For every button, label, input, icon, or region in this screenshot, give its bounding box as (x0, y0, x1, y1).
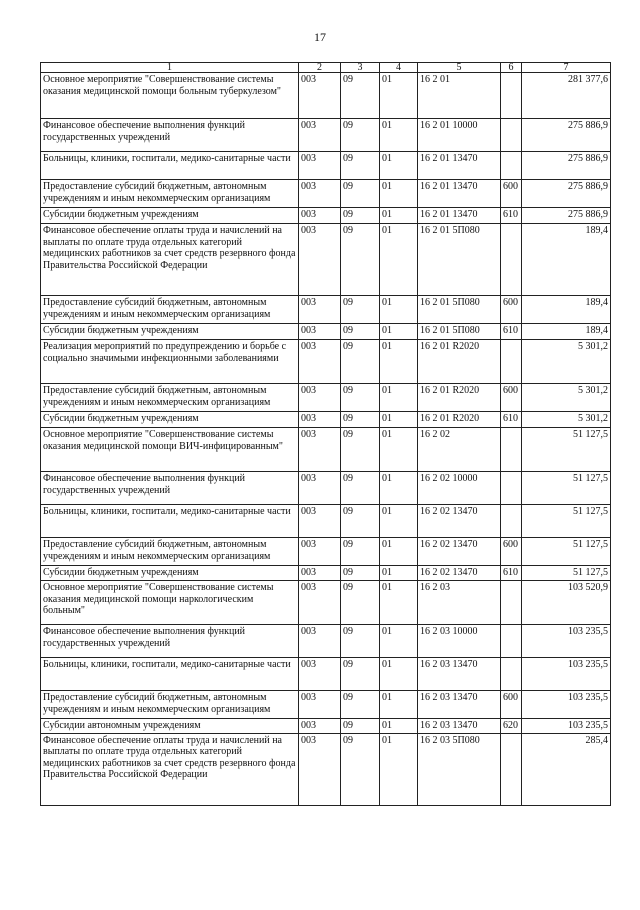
table-row (41, 412, 611, 428)
row-amount: 103 235,5 (522, 691, 611, 719)
row-ministry-code: 003 (299, 384, 341, 412)
table-row (41, 505, 611, 538)
row-ministry-code: 003 (299, 340, 341, 384)
header-col-6: 6 (501, 63, 522, 73)
row-expense-type (501, 505, 522, 538)
row-subsection-code: 01 (380, 472, 418, 505)
row-target-article: 16 2 03 13470 (418, 691, 501, 719)
row-amount: 5 301,2 (522, 412, 611, 428)
row-amount: 51 127,5 (522, 472, 611, 505)
table-row (41, 733, 611, 805)
table-row (41, 340, 611, 384)
row-expense-type (501, 658, 522, 691)
row-section-code: 09 (341, 505, 380, 538)
row-amount: 51 127,5 (522, 505, 611, 538)
row-expense-type (501, 733, 522, 805)
table-row (41, 324, 611, 340)
row-target-article: 16 2 01 13470 (418, 208, 501, 224)
row-section-code: 09 (341, 691, 380, 719)
row-expense-type (501, 119, 522, 152)
row-ministry-code: 003 (299, 224, 341, 296)
row-name-cell: Предоставление субсидий бюджетным, автономным учреждениям и иным некоммерческим организациям (41, 180, 299, 208)
table-row (41, 581, 611, 625)
row-target-article: 16 2 01 13470 (418, 180, 501, 208)
row-subsection-code: 01 (380, 733, 418, 805)
table-row (41, 119, 611, 152)
row-section-code: 09 (341, 340, 380, 384)
header-col-5: 5 (418, 63, 501, 73)
table-row (41, 691, 611, 719)
row-target-article: 16 2 02 13470 (418, 538, 501, 566)
row-ministry-code: 003 (299, 152, 341, 180)
table-row (41, 625, 611, 658)
header-col-4: 4 (380, 63, 418, 73)
row-subsection-code: 01 (380, 224, 418, 296)
row-target-article: 16 2 01 5П080 (418, 224, 501, 296)
row-subsection-code: 01 (380, 384, 418, 412)
row-target-article: 16 2 03 5П080 (418, 733, 501, 805)
row-amount: 285,4 (522, 733, 611, 805)
row-section-code: 09 (341, 719, 380, 734)
row-subsection-code: 01 (380, 566, 418, 581)
row-target-article: 16 2 02 13470 (418, 566, 501, 581)
row-ministry-code: 003 (299, 472, 341, 505)
row-name-cell: Субсидии автономным учреждениям (41, 719, 299, 734)
row-expense-type: 610 (501, 324, 522, 340)
row-subsection-code: 01 (380, 428, 418, 472)
row-target-article: 16 2 01 5П080 (418, 324, 501, 340)
row-ministry-code: 003 (299, 691, 341, 719)
budget-table (40, 62, 611, 806)
row-section-code: 09 (341, 412, 380, 428)
row-ministry-code: 003 (299, 719, 341, 734)
table-row (41, 73, 611, 119)
header-col-3: 3 (341, 63, 380, 73)
table-row (41, 566, 611, 581)
row-subsection-code: 01 (380, 538, 418, 566)
table-row (41, 296, 611, 324)
row-amount: 5 301,2 (522, 384, 611, 412)
row-subsection-code: 01 (380, 505, 418, 538)
row-expense-type: 610 (501, 208, 522, 224)
row-target-article: 16 2 02 10000 (418, 472, 501, 505)
row-ministry-code: 003 (299, 581, 341, 625)
row-expense-type: 600 (501, 384, 522, 412)
row-target-article: 16 2 03 (418, 581, 501, 625)
row-amount: 275 886,9 (522, 180, 611, 208)
row-expense-type: 600 (501, 538, 522, 566)
row-amount: 103 235,5 (522, 719, 611, 734)
row-section-code: 09 (341, 296, 380, 324)
row-amount: 189,4 (522, 224, 611, 296)
row-amount: 189,4 (522, 296, 611, 324)
row-amount: 275 886,9 (522, 119, 611, 152)
row-expense-type (501, 73, 522, 119)
row-expense-type (501, 340, 522, 384)
row-name-cell: Основное мероприятие "Совершенствование системы оказания медицинской помощи наркологическим больным" (41, 581, 299, 625)
row-ministry-code: 003 (299, 119, 341, 152)
row-ministry-code: 003 (299, 180, 341, 208)
row-target-article: 16 2 02 (418, 428, 501, 472)
row-target-article: 16 2 03 13470 (418, 719, 501, 734)
row-subsection-code: 01 (380, 73, 418, 119)
row-target-article: 16 2 01 10000 (418, 119, 501, 152)
row-subsection-code: 01 (380, 296, 418, 324)
row-expense-type: 600 (501, 180, 522, 208)
row-ministry-code: 003 (299, 505, 341, 538)
table-row (41, 538, 611, 566)
table-row (41, 428, 611, 472)
row-section-code: 09 (341, 324, 380, 340)
row-name-cell: Субсидии бюджетным учреждениям (41, 324, 299, 340)
row-subsection-code: 01 (380, 119, 418, 152)
table-row (41, 384, 611, 412)
row-subsection-code: 01 (380, 324, 418, 340)
row-name-cell: Субсидии бюджетным учреждениям (41, 412, 299, 428)
row-amount: 103 520,9 (522, 581, 611, 625)
row-ministry-code: 003 (299, 73, 341, 119)
row-ministry-code: 003 (299, 412, 341, 428)
row-section-code: 09 (341, 428, 380, 472)
row-target-article: 16 2 03 13470 (418, 658, 501, 691)
row-subsection-code: 01 (380, 719, 418, 734)
row-amount: 189,4 (522, 324, 611, 340)
row-name-cell: Субсидии бюджетным учреждениям (41, 208, 299, 224)
row-section-code: 09 (341, 625, 380, 658)
row-expense-type (501, 581, 522, 625)
row-section-code: 09 (341, 538, 380, 566)
row-expense-type: 610 (501, 566, 522, 581)
row-name-cell: Финансовое обеспечение выполнения функций государственных учреждений (41, 472, 299, 505)
row-amount: 103 235,5 (522, 658, 611, 691)
row-amount: 5 301,2 (522, 340, 611, 384)
row-target-article: 16 2 01 R2020 (418, 412, 501, 428)
row-section-code: 09 (341, 152, 380, 180)
row-ministry-code: 003 (299, 658, 341, 691)
header-col-2: 2 (299, 63, 341, 73)
row-amount: 51 127,5 (522, 566, 611, 581)
row-target-article: 16 2 01 13470 (418, 152, 501, 180)
row-name-cell: Субсидии бюджетным учреждениям (41, 566, 299, 581)
page-number: 17 (314, 30, 326, 44)
table-row (41, 152, 611, 180)
row-name-cell: Финансовое обеспечение оплаты труда и начислений на выплаты по оплате труда отдельных категорий медицинских работников за счет средств резервного фонда Правительства Российской Федерации (41, 224, 299, 296)
row-expense-type: 610 (501, 412, 522, 428)
row-amount: 103 235,5 (522, 625, 611, 658)
row-ministry-code: 003 (299, 428, 341, 472)
row-name-cell: Финансовое обеспечение выполнения функций государственных учреждений (41, 119, 299, 152)
row-ministry-code: 003 (299, 625, 341, 658)
row-subsection-code: 01 (380, 625, 418, 658)
row-section-code: 09 (341, 180, 380, 208)
row-amount: 281 377,6 (522, 73, 611, 119)
table-row (41, 472, 611, 505)
row-target-article: 16 2 01 R2020 (418, 384, 501, 412)
row-name-cell: Предоставление субсидий бюджетным, автономным учреждениям и иным некоммерческим организациям (41, 384, 299, 412)
row-ministry-code: 003 (299, 208, 341, 224)
row-expense-type (501, 428, 522, 472)
table-row (41, 180, 611, 208)
row-target-article: 16 2 01 5П080 (418, 296, 501, 324)
row-section-code: 09 (341, 566, 380, 581)
row-target-article: 16 2 01 R2020 (418, 340, 501, 384)
row-name-cell: Предоставление субсидий бюджетным, автономным учреждениям и иным некоммерческим организациям (41, 691, 299, 719)
row-subsection-code: 01 (380, 581, 418, 625)
row-target-article: 16 2 01 (418, 73, 501, 119)
row-amount: 51 127,5 (522, 428, 611, 472)
row-subsection-code: 01 (380, 340, 418, 384)
row-section-code: 09 (341, 472, 380, 505)
row-ministry-code: 003 (299, 566, 341, 581)
row-name-cell: Реализация мероприятий по предупреждению и борьбе с социально значимыми инфекционными заболеваниями (41, 340, 299, 384)
row-expense-type: 600 (501, 691, 522, 719)
row-subsection-code: 01 (380, 208, 418, 224)
row-subsection-code: 01 (380, 412, 418, 428)
row-expense-type: 620 (501, 719, 522, 734)
row-name-cell: Больницы, клиники, госпитали, медико-санитарные части (41, 505, 299, 538)
row-subsection-code: 01 (380, 658, 418, 691)
row-name-cell: Основное мероприятие "Совершенствование системы оказания медицинской помощи больным туберкулезом" (41, 73, 299, 119)
row-name-cell: Больницы, клиники, госпитали, медико-санитарные части (41, 658, 299, 691)
row-expense-type (501, 472, 522, 505)
row-name-cell: Финансовое обеспечение оплаты труда и начислений на выплаты по оплате труда отдельных категорий медицинских работников за счет средств резервного фонда Правительства Российской Федерации (41, 733, 299, 805)
row-amount: 51 127,5 (522, 538, 611, 566)
row-section-code: 09 (341, 208, 380, 224)
row-expense-type: 600 (501, 296, 522, 324)
row-expense-type (501, 224, 522, 296)
row-section-code: 09 (341, 581, 380, 625)
table-header-row (41, 63, 611, 73)
header-col-1: 1 (41, 63, 299, 73)
header-col-7: 7 (522, 63, 611, 73)
row-subsection-code: 01 (380, 691, 418, 719)
row-section-code: 09 (341, 119, 380, 152)
row-name-cell: Основное мероприятие "Совершенствование системы оказания медицинской помощи ВИЧ-инфицированным" (41, 428, 299, 472)
table-row (41, 658, 611, 691)
row-section-code: 09 (341, 73, 380, 119)
row-ministry-code: 003 (299, 296, 341, 324)
row-expense-type (501, 152, 522, 180)
table-row (41, 208, 611, 224)
row-target-article: 16 2 03 10000 (418, 625, 501, 658)
row-ministry-code: 003 (299, 324, 341, 340)
row-ministry-code: 003 (299, 733, 341, 805)
row-name-cell: Предоставление субсидий бюджетным, автономным учреждениям и иным некоммерческим организациям (41, 296, 299, 324)
row-subsection-code: 01 (380, 180, 418, 208)
row-target-article: 16 2 02 13470 (418, 505, 501, 538)
row-name-cell: Финансовое обеспечение выполнения функций государственных учреждений (41, 625, 299, 658)
row-section-code: 09 (341, 658, 380, 691)
row-amount: 275 886,9 (522, 208, 611, 224)
row-ministry-code: 003 (299, 538, 341, 566)
row-section-code: 09 (341, 224, 380, 296)
table-row (41, 224, 611, 296)
row-expense-type (501, 625, 522, 658)
row-amount: 275 886,9 (522, 152, 611, 180)
row-section-code: 09 (341, 733, 380, 805)
row-name-cell: Предоставление субсидий бюджетным, автономным учреждениям и иным некоммерческим организациям (41, 538, 299, 566)
row-name-cell: Больницы, клиники, госпитали, медико-санитарные части (41, 152, 299, 180)
table-row (41, 719, 611, 734)
row-section-code: 09 (341, 384, 380, 412)
row-subsection-code: 01 (380, 152, 418, 180)
